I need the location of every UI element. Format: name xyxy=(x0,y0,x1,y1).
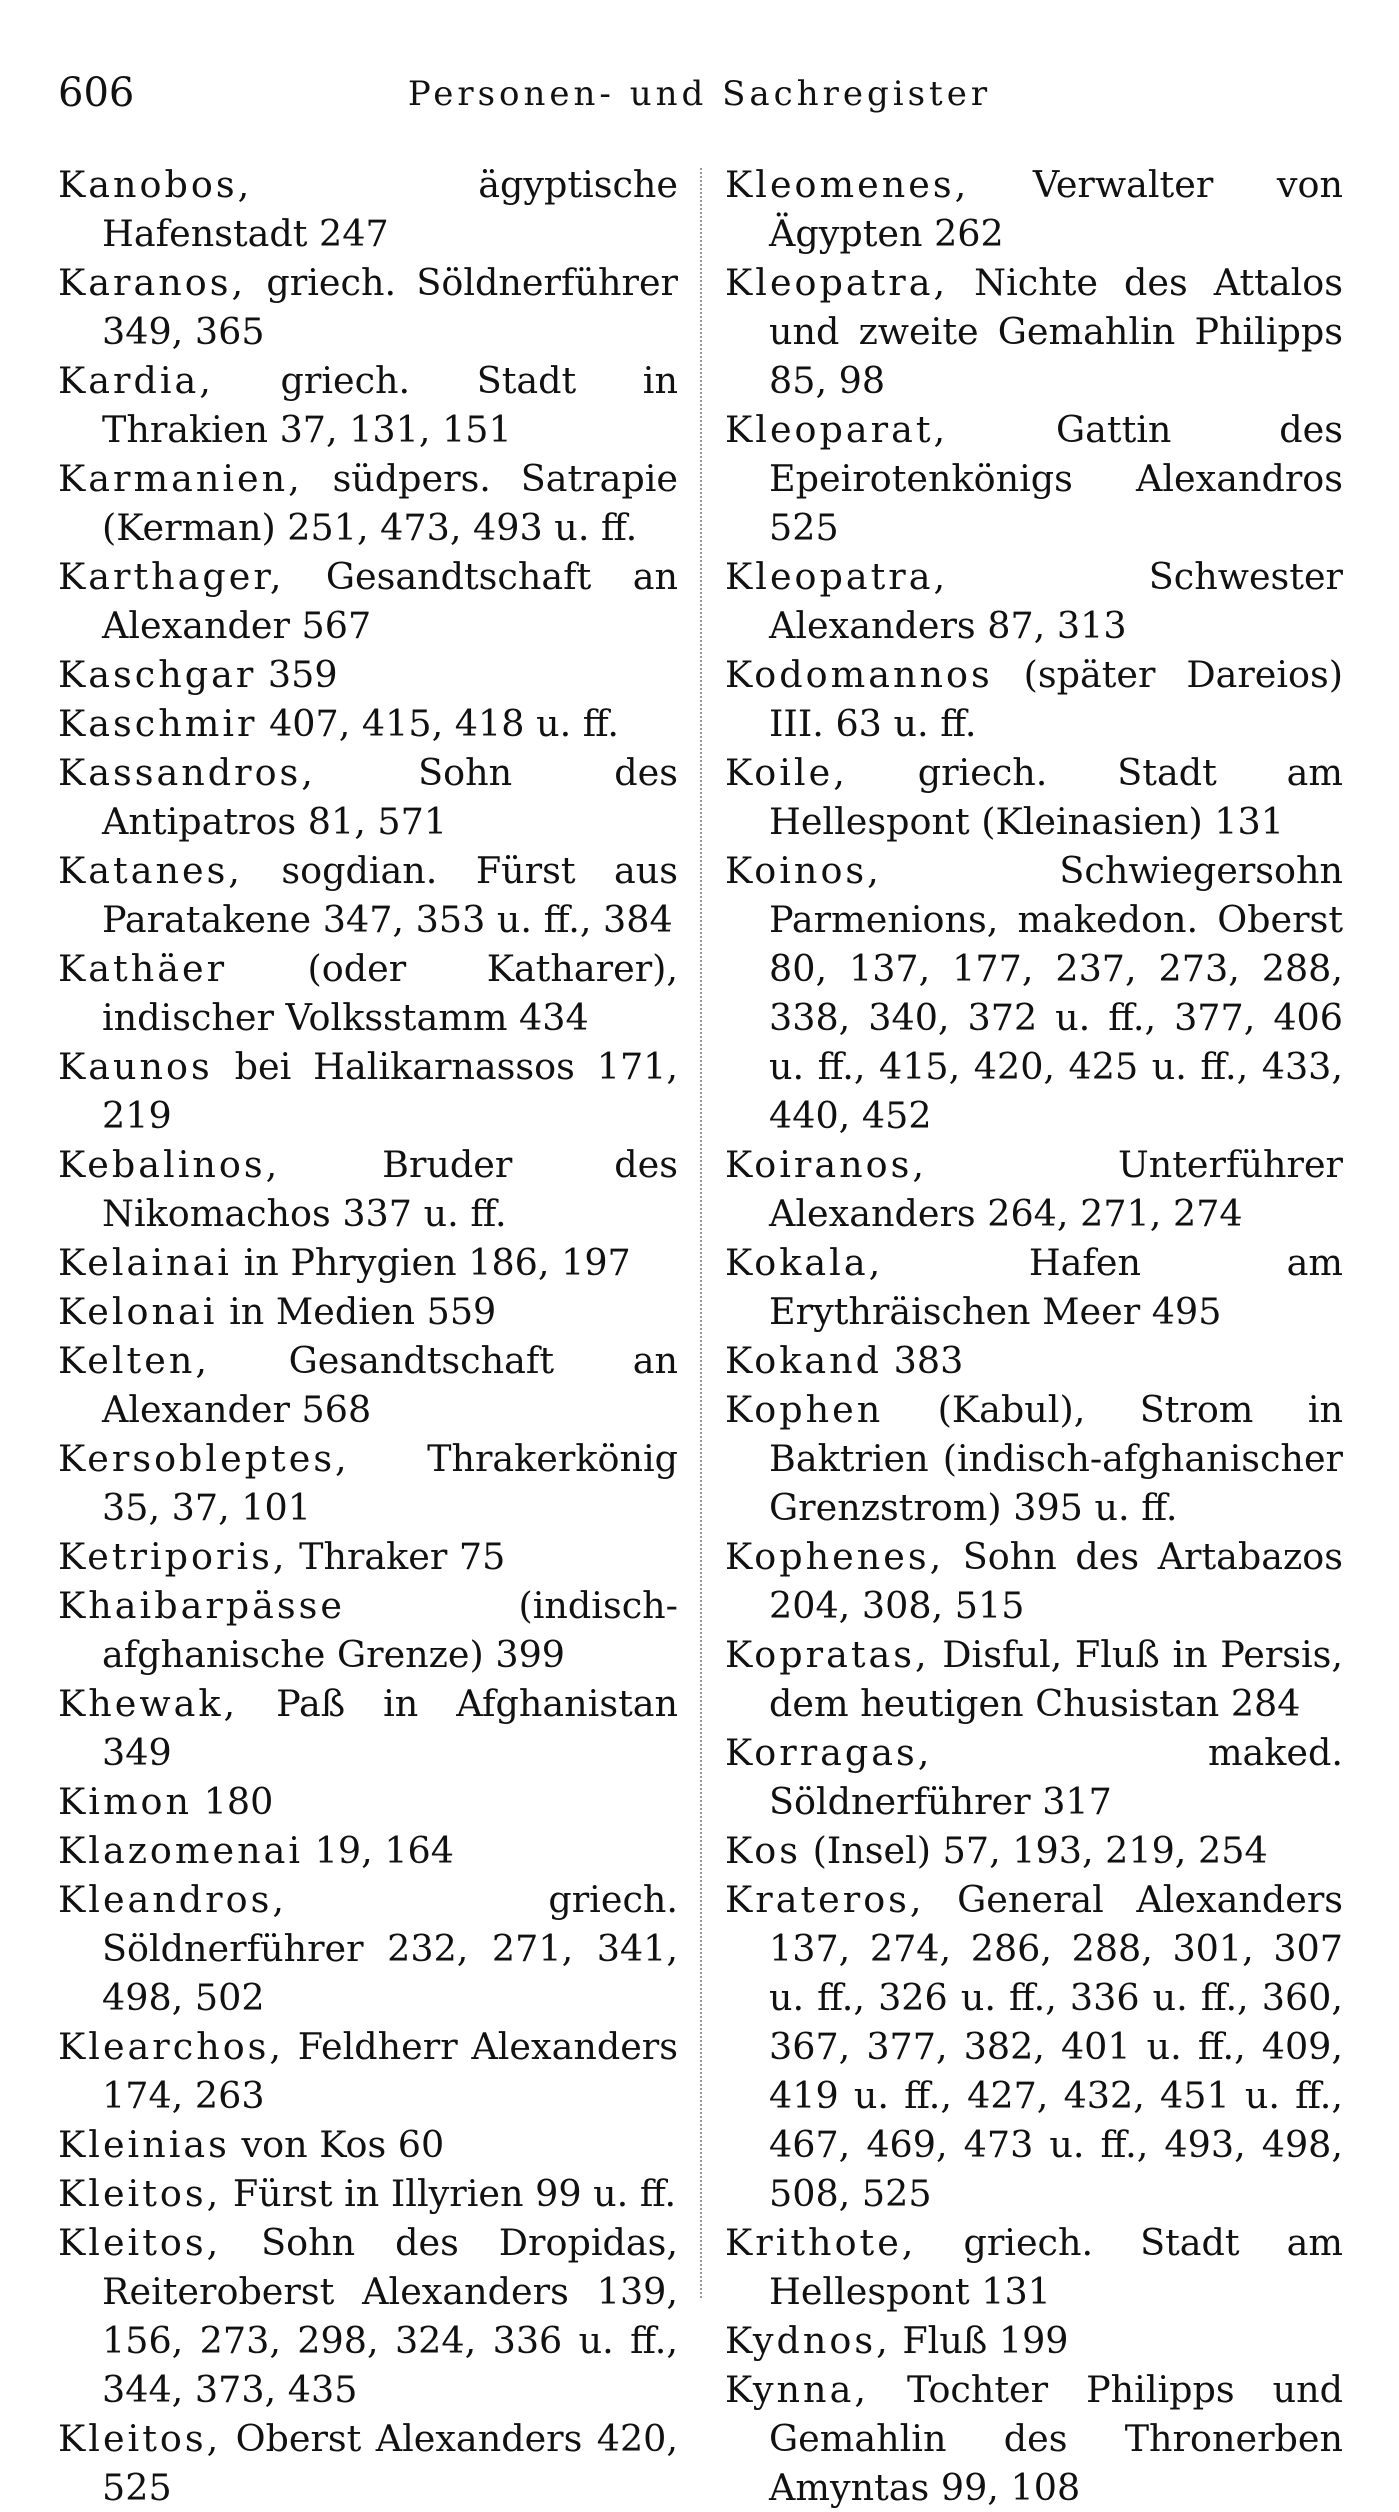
index-entry xyxy=(58,454,678,552)
entry-text: Sohn des Dropidas, Reiteroberst Alexanders 139, 156, 273, 298, 324, 336 u. ff., 344, 373, 435 xyxy=(102,2221,678,2411)
entry-headword: Koiranos, xyxy=(725,1143,927,1186)
entry-headword: Ketriporis, xyxy=(58,1535,288,1578)
index-entry xyxy=(725,1140,1343,1238)
entry-text: Schwiegersohn Parmenions, makedon. Oberst 80, 137, 177, 237, 273, 288, 338, 340, 372 u. ff., 377, 406 u. ff., 415, 420, 425 u. ff., 433, 440, 452 xyxy=(769,849,1343,1137)
index-entry xyxy=(725,650,1343,748)
entry-headword: Kleinias xyxy=(58,2123,230,2166)
entry-headword: Kos xyxy=(725,1829,801,1872)
running-head: Personen- und Sachregister xyxy=(407,74,992,114)
entry-headword: Kynna, xyxy=(725,2368,869,2411)
entry-headword: Kydnos, xyxy=(725,2319,891,2362)
entry-headword: Kimon xyxy=(58,1780,193,1823)
entry-headword: Krateros, xyxy=(725,1878,925,1921)
index-entry xyxy=(58,1140,678,1238)
entry-headword: Kersobleptes, xyxy=(58,1437,350,1480)
index-entry xyxy=(58,1826,678,1875)
index-entry xyxy=(58,1434,678,1532)
entry-headword: Kleitos, xyxy=(58,2417,222,2460)
entry-text: in Medien 559 xyxy=(229,1290,497,1333)
entry-text: Sohn des Artabazos 204, 308, 515 xyxy=(769,1535,1343,1627)
entry-headword: Kleopatra, xyxy=(725,261,949,304)
entry-text: südpers. Satrapie (Kerman) 251, 473, 493 u. ff. xyxy=(102,457,678,549)
entry-text: Disful, Fluß in Persis, dem heutigen Chusistan 284 xyxy=(769,1633,1344,1725)
entry-headword: Kleandros, xyxy=(58,1878,287,1921)
index-entry xyxy=(58,1238,678,1287)
index-entry xyxy=(58,748,678,846)
entry-text: Feldherr Alexanders 174, 263 xyxy=(102,2025,678,2117)
entry-headword: Kardia, xyxy=(58,359,214,402)
entry-text: 407, 415, 418 u. ff. xyxy=(269,702,620,745)
entry-headword: Kelten, xyxy=(58,1339,210,1382)
entry-text: griech. Söldnerführer 232, 271, 341, 498, 502 xyxy=(102,1878,678,2019)
entry-text: Schwester Alexanders 87, 313 xyxy=(769,555,1343,647)
entry-text: Fürst in Illyrien 99 u. ff. xyxy=(232,2172,677,2215)
index-entry xyxy=(725,1532,1343,1630)
entry-headword: Koile, xyxy=(725,751,848,794)
index-entry xyxy=(725,258,1343,405)
index-entry xyxy=(725,1875,1343,2218)
left-column xyxy=(58,160,678,2512)
entry-headword: Karanos, xyxy=(58,261,247,304)
index-entry xyxy=(58,1336,678,1434)
entry-text: Verwalter von Ägypten 262 xyxy=(769,163,1343,255)
index-entry xyxy=(58,552,678,650)
column-divider xyxy=(700,168,702,2298)
index-entry xyxy=(725,846,1343,1140)
index-entry xyxy=(58,1679,678,1777)
index-entry xyxy=(58,2022,678,2120)
entry-text: 359 xyxy=(267,653,338,696)
entry-text: (später Dareios) III. 63 u. ff. xyxy=(769,653,1344,745)
entry-headword: Kaunos xyxy=(58,1045,213,1088)
index-entry xyxy=(58,356,678,454)
entry-text: von Kos 60 xyxy=(241,2123,445,2166)
entry-headword: Klearchos, xyxy=(58,2025,285,2068)
index-entry xyxy=(58,2414,678,2512)
index-entry xyxy=(725,2218,1343,2316)
index-entry xyxy=(58,160,678,258)
entry-headword: Kophen xyxy=(725,1388,884,1431)
index-entry xyxy=(58,1532,678,1581)
index-entry xyxy=(58,258,678,356)
entry-text: Gesandtschaft an Alexander 567 xyxy=(102,555,678,647)
entry-text: Tochter Philipps und Gemahlin des Thronerben Amyntas 99, 108 xyxy=(769,2368,1343,2509)
index-entry xyxy=(58,1875,678,2022)
entry-headword: Khaibarpässe xyxy=(58,1584,345,1627)
index-entry xyxy=(58,2218,678,2414)
entry-headword: Krithote, xyxy=(725,2221,917,2264)
index-entry xyxy=(58,1777,678,1826)
index-entry xyxy=(725,1238,1343,1336)
entry-headword: Katanes, xyxy=(58,849,243,892)
entry-text: Nichte des Attalos und zweite Gemahlin Philipps 85, 98 xyxy=(769,261,1343,402)
entry-text: griech. Stadt am Hellespont (Kleinasien) 131 xyxy=(769,751,1343,843)
index-entry xyxy=(725,748,1343,846)
entry-text: (Kabul), Strom in Baktrien (indisch-afghanischer Grenzstrom) 395 u. ff. xyxy=(769,1388,1343,1529)
entry-headword: Korragas, xyxy=(725,1731,933,1774)
entry-headword: Karmanien, xyxy=(58,457,303,500)
entry-text: Gattin des Epeirotenkönigs Alexandros 525 xyxy=(769,408,1343,549)
entry-text: 383 xyxy=(893,1339,964,1382)
entry-text: (oder Katharer), indischer Volksstamm 434 xyxy=(102,947,678,1039)
index-entry xyxy=(58,650,678,699)
entry-headword: Kebalinos, xyxy=(58,1143,281,1186)
entry-text: (Insel) 57, 193, 219, 254 xyxy=(812,1829,1268,1872)
entry-headword: Kelainai xyxy=(58,1241,232,1284)
entry-text: Sohn des Antipatros 81, 571 xyxy=(102,751,679,843)
entry-headword: Kokand xyxy=(725,1339,883,1382)
index-entry xyxy=(58,1581,678,1679)
entry-headword: Kelonai xyxy=(58,1290,218,1333)
entry-text: sogdian. Fürst aus Paratakene 347, 353 u. ff., 384 xyxy=(102,849,678,941)
page-number: 606 xyxy=(58,70,135,116)
entry-text: griech. Stadt in Thrakien 37, 131, 151 xyxy=(102,359,678,451)
index-entry xyxy=(58,1042,678,1140)
index-entry xyxy=(725,1826,1343,1875)
entry-text: Unterführer Alexanders 264, 271, 274 xyxy=(769,1143,1343,1235)
entry-text: Hafen am Erythräischen Meer 495 xyxy=(769,1241,1344,1333)
entry-headword: Kopratas, xyxy=(725,1633,930,1676)
entry-headword: Klazomenai xyxy=(58,1829,304,1872)
index-entry xyxy=(58,846,678,944)
index-entry xyxy=(725,405,1343,552)
entry-text: griech. Söldnerführer 349, 365 xyxy=(102,261,679,353)
index-entry xyxy=(725,2316,1343,2365)
index-entry xyxy=(725,552,1343,650)
index-entry xyxy=(725,1385,1343,1532)
entry-headword: Kanobos, xyxy=(58,163,253,206)
entry-headword: Kassandros, xyxy=(58,751,316,794)
index-entry xyxy=(58,699,678,748)
entry-headword: Kleitos, xyxy=(58,2221,222,2264)
entry-headword: Kaschgar xyxy=(58,653,257,696)
page-header xyxy=(58,70,1341,130)
index-entry xyxy=(725,2365,1343,2512)
index-entry xyxy=(725,160,1343,258)
entry-text: Gesandtschaft an Alexander 568 xyxy=(102,1339,678,1431)
entry-text: Thraker 75 xyxy=(299,1535,506,1578)
entry-text: Thrakerkönig 35, 37, 101 xyxy=(102,1437,678,1529)
entry-text: (indisch-afghanische Grenze) 399 xyxy=(102,1584,678,1676)
entry-headword: Kleoparat, xyxy=(725,408,949,451)
index-entry xyxy=(58,1287,678,1336)
entry-headword: Kodomannos xyxy=(725,653,993,696)
index-entry xyxy=(58,2169,678,2218)
entry-text: Oberst Alexanders 420, 525 xyxy=(102,2417,678,2509)
entry-headword: Kleitos, xyxy=(58,2172,222,2215)
entry-text: Paß in Afghanistan 349 xyxy=(102,1682,678,1774)
entry-text: 19, 164 xyxy=(314,1829,454,1872)
entry-text: maked. Söldnerführer 317 xyxy=(769,1731,1343,1823)
entry-headword: Karthager, xyxy=(58,555,285,598)
entry-text: bei Halikarnassos 171, 219 xyxy=(102,1045,678,1137)
entry-headword: Khewak, xyxy=(58,1682,239,1725)
index-entry xyxy=(725,1336,1343,1385)
entry-text: in Phrygien 186, 197 xyxy=(243,1241,631,1284)
index-entry xyxy=(58,944,678,1042)
entry-text: 180 xyxy=(203,1780,274,1823)
entry-headword: Kaschmir xyxy=(58,702,258,745)
index-entry xyxy=(725,1728,1343,1826)
entry-text: General Alexanders 137, 274, 286, 288, 301, 307 u. ff., 326 u. ff., 336 u. ff., 360, 367, 377, 382, 401 u. ff., 409, 419 u. ff., 427, 432, 451 u. ff., 467, 469, 473 u. ff., 493, 498, 508, 525 xyxy=(769,1878,1344,2215)
entry-headword: Kokala, xyxy=(725,1241,884,1284)
entry-text: Bruder des Nikomachos 337 u. ff. xyxy=(102,1143,678,1235)
entry-text: Fluß 199 xyxy=(902,2319,1069,2362)
entry-text: griech. Stadt am Hellespont 131 xyxy=(769,2221,1343,2313)
right-column xyxy=(725,160,1343,2512)
entry-headword: Koinos, xyxy=(725,849,882,892)
entry-headword: Kathäer xyxy=(58,947,228,990)
entry-headword: Kophenes, xyxy=(725,1535,945,1578)
entry-text: ägyptische Hafenstadt 247 xyxy=(102,163,678,255)
index-entry xyxy=(725,1630,1343,1728)
index-entry xyxy=(58,2120,678,2169)
entry-headword: Kleomenes, xyxy=(725,163,970,206)
entry-headword: Kleopatra, xyxy=(725,555,949,598)
